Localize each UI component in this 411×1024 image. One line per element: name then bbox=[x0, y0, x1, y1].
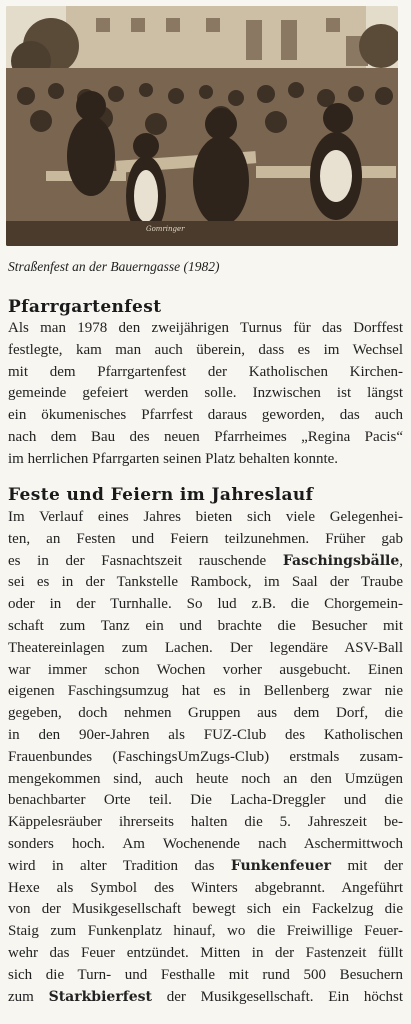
section-heading-feste-und-feiern: Feste und Feiern im Jahreslauf bbox=[8, 485, 314, 505]
text-run: wehr das Feuer entzündet. Mitten in der Fastenzeit füllt bbox=[8, 944, 403, 961]
text-run: in den 90er-Jahren als FUZ-Club des Katholischen bbox=[8, 726, 403, 743]
text-run: eigenen Faschingsumzug hat es in Bellenberg zwar nie bbox=[8, 683, 403, 700]
text-line bbox=[8, 703, 403, 725]
text-run: , bbox=[399, 552, 403, 569]
text-run: mengekommen sind, auch heute noch an den Umzügen bbox=[8, 770, 403, 787]
bold-keyword: Faschingsbälle bbox=[282, 552, 400, 569]
text-run: oder in der Turnhalle. So lud z.B. die Chorgemein- bbox=[8, 596, 403, 613]
text-line bbox=[8, 594, 403, 616]
festival-photo bbox=[6, 6, 398, 246]
text-line bbox=[8, 878, 403, 900]
text-line bbox=[8, 551, 403, 573]
text-line bbox=[8, 987, 403, 1009]
text-line bbox=[8, 725, 403, 747]
text-run: der Musikgesellschaft. Ein höchst bbox=[151, 988, 404, 1005]
text-run: es in der Fasnachtszeit rauschende bbox=[8, 552, 283, 569]
text-line bbox=[8, 812, 403, 834]
text-line bbox=[8, 507, 403, 529]
text-run: war immer schon Wochen vorher ausgebucht. Einen bbox=[8, 661, 403, 678]
text-line bbox=[8, 769, 403, 791]
text-run: Im Verlauf eines Jahres bieten sich viele Gelegenhei- bbox=[8, 509, 403, 525]
text-line: ein ökumenisches Pfarrfest daraus geworden, das auch bbox=[8, 407, 403, 424]
text-line: im herrlichen Pfarrgarten seinen Platz behalten konnte. bbox=[8, 450, 339, 467]
text-line bbox=[8, 747, 403, 769]
text-run: sonders hoch. Am Wochenende nach Aschermittwoch bbox=[8, 835, 403, 852]
text-line: mit dem Pfarrgartenfest der Katholischen Kirchen- bbox=[8, 363, 403, 380]
section-heading-pfarrgartenfest: Pfarrgartenfest bbox=[8, 297, 162, 317]
text-line bbox=[8, 834, 403, 856]
text-line: gemeinde gefeiert werden solle. Inzwischen ist längst bbox=[8, 385, 403, 402]
text-run: wird in alter Tradition das bbox=[8, 857, 231, 874]
text-line bbox=[8, 856, 403, 878]
text-line bbox=[8, 965, 403, 987]
text-run: gegeben, doch nehmen Gruppen aus dem Dorf, die bbox=[8, 705, 403, 722]
text-run: sei es in der Tankstelle Rambock, im Saal der Traube bbox=[8, 574, 403, 591]
bold-keyword: Starkbierfest bbox=[48, 988, 152, 1005]
text-line bbox=[8, 899, 403, 921]
text-run: ten, an Festen und Feiern teilzunehmen. Früher gab bbox=[8, 530, 403, 547]
text-line bbox=[8, 616, 403, 638]
text-run: Hexe als Symbol des Winters abgebrannt. Angeführt bbox=[8, 879, 403, 896]
text-line bbox=[8, 943, 403, 965]
text-run: schaft zum Tanz ein und brachte die Besucher mit bbox=[8, 617, 403, 634]
text-line bbox=[8, 572, 403, 594]
text-run: benachbarter Orte teil. Die Lacha-Dreggler und die bbox=[8, 792, 403, 809]
text-line: nach dem Bau des neuen Pfarrheimes „Regina Pacis“ bbox=[8, 428, 403, 445]
text-line bbox=[8, 638, 403, 660]
text-line bbox=[8, 790, 403, 812]
text-run: zum bbox=[8, 988, 49, 1005]
text-run: mit der bbox=[331, 857, 403, 874]
feste-feiern-paragraph bbox=[8, 507, 403, 1008]
bold-keyword: Funkenfeuer bbox=[230, 857, 332, 874]
photo-caption: Straßenfest an der Bauerngasse (1982) bbox=[8, 259, 220, 274]
street-festival-image bbox=[6, 6, 398, 246]
text-run: Käppelesräuber ihrerseits halten die 5. Jahreszeit be- bbox=[8, 814, 403, 831]
photo-signature: Gomringer bbox=[146, 225, 185, 233]
text-line bbox=[8, 660, 403, 682]
text-run: von der Musikgesellschaft bewegt sich ein Fackelzug die bbox=[8, 901, 403, 918]
text-line bbox=[8, 681, 403, 703]
text-line: Als man 1978 den zweijährigen Turnus für das Dorffest bbox=[8, 320, 403, 336]
text-run: Staig zum Funkenplatz hinauf, wo die Freiwillige Feuer- bbox=[8, 923, 403, 940]
text-line bbox=[8, 921, 403, 943]
text-run: Frauenbundes (FaschingsUmZugs-Club) erstmals zusam- bbox=[8, 748, 403, 765]
text-line: festlegte, kam man auch überein, dass es im Wechsel bbox=[8, 341, 403, 358]
text-run: sich die Turn- und Festhalle mit rund 500 Besuchern bbox=[8, 966, 403, 983]
pfarrgartenfest-paragraph bbox=[8, 318, 403, 471]
text-line bbox=[8, 529, 403, 551]
text-run: Theatereinlagen zum Lachen. Der legendäre ASV-Ball bbox=[8, 639, 403, 656]
